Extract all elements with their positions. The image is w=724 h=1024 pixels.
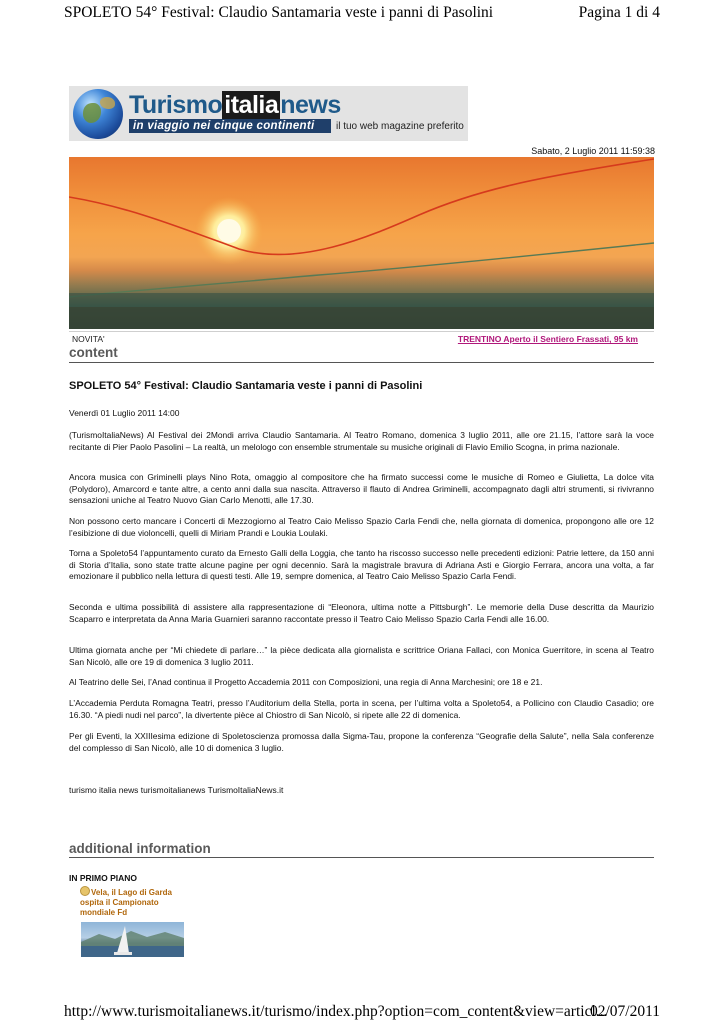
primo-piano-thumbnail[interactable] — [81, 922, 184, 957]
article-paragraph: L’Accademia Perduta Romagna Teatri, presso l’Auditorium della Stella, porta in scena, per l’ultima volta a Spoleto54, a Pollicino con Claudio Casadio; ore 16.30. “A piedi nudi nel parco”, la divertente pièce al Chiostro di San Nicolò, si ripete alle 22 di domenica. — [69, 698, 654, 720]
article-title: SPOLETO 54° Festival: Claudio Santamaria veste i panni di Pasolini — [69, 380, 423, 392]
sailing-thumbnail-illustration — [81, 922, 184, 957]
boat-hull — [114, 952, 132, 955]
logo-tagline: in viaggio nei cinque continenti — [129, 119, 331, 133]
bullet-icon — [80, 886, 90, 896]
article-paragraph: (TurismoItaliaNews) Al Festival dei 2Mondi arriva Claudio Santamaria. Al Teatro Romano, domenica 3 luglio 2011, alle ore 21.15, l’attore sarà la voce recitante di Pier Paolo Pasolini – La realtà, un melologo con ensemble strumentale su musiche originali di Flavio Emilio Scogna, in prima nazionale. — [69, 430, 654, 452]
horizon-line-green — [69, 243, 654, 297]
article-paragraph: Seconda e ultima possibilità di assistere alla rappresentazione di “Eleonora, ultima notte a Pittsburgh”. Le memorie della Duse descritta da Maurizio Scaparro e interpretata da Anna Maria Guarnieri saranno raccontate presso il Teatro Caio Melisso Spazio Carla Fendi alle 16.00. — [69, 602, 654, 624]
section-heading-additional: additional information — [69, 840, 654, 858]
logo-word-italia: italia — [224, 91, 279, 119]
globe-logo-icon — [73, 89, 123, 139]
article-paragraph: Ultima giornata anche per “Mi chiedete di parlare…” la pièce dedicata alla giornalista e scrittrice Oriana Fallaci, con Monica Guerritore, in scena al Teatro San Nicolò, alle ore 19 di domenica 3 luglio 2011. — [69, 645, 654, 667]
print-footer — [62, 1003, 660, 1023]
article-paragraph: Ancora musica con Griminelli plays Nino Rota, omaggio al compositore che ha firmato successi come le musiche di Romeo e Giulietta, La dolce vita (Polydoro), Amarcord e tante altre, a cento anni dalla sua nascita. Attraverso il flauto di Andrea Griminelli, accompagnato dagli altri strumenti, si rivivranno sensazioni uniche al Teatro Nuovo Gian Carlo Menotti, alle 17.30. — [69, 472, 654, 506]
ticker-link-trentino[interactable]: TRENTINO Aperto il Sentiero Frassati, 95 km — [457, 334, 638, 344]
logo-subtitle: il tuo web magazine preferito — [336, 121, 464, 132]
news-ticker-bar — [69, 331, 654, 344]
site-logo[interactable] — [69, 86, 468, 141]
current-date: Sabato, 2 Luglio 2011 11:59:38 — [531, 146, 655, 156]
sunset-illustration — [69, 157, 654, 329]
article-tags: turismo italia news turismoitalianews TurismoItaliaNews.it — [69, 785, 284, 795]
header-banner-image — [69, 157, 654, 329]
primo-piano-item[interactable] — [80, 886, 190, 918]
print-header-title: SPOLETO 54° Festival: Claudio Santamaria veste i panni di Pasolini — [64, 4, 494, 21]
print-footer-date: 02/07/2011 — [589, 1003, 660, 1020]
print-header — [62, 0, 660, 24]
logo-word-news: news — [280, 91, 341, 119]
sun — [217, 219, 241, 243]
lake-water — [81, 946, 184, 957]
novita-label: NOVITA' — [72, 334, 105, 344]
article-paragraph: Per gli Eventi, la XXIIIesima edizione di Spoletoscienza promossa dalla Sigma-Tau, propone la conferenza “Geografie della Salute”, nella Sala conferenze del complesso di San Nicolò, alle 10 di domenica 3 luglio. — [69, 731, 654, 753]
article-paragraph: Al Teatrino delle Sei, l’Anad continua il Progetto Accademia 2011 con Composizioni, una regia di Anna Marchesini; ore 18 e 21. — [69, 677, 543, 687]
logo-wordmark — [129, 91, 341, 119]
ground-band — [69, 307, 654, 329]
article-paragraph: Torna a Spoleto54 l’appuntamento curato da Ernesto Galli della Loggia, che tanto ha riscosso successo nelle precedenti edizioni: Patrie lettere, da 150 anni di Storia d’Italia, sono state tratte alcune pagine per ogni decennio. Sarà la magistrale bravura di Adriana Asti e Giorgio Ferrara, ancora una volta, a far emozionare il pubblico nella lettura di questi testi. Alle 19, sempre domenica, al Teatro Caio Melisso Spazio Carla Fendi. — [69, 548, 654, 582]
print-footer-url: http://www.turismoitalianews.it/turismo/index.php?option=com_content&view=articl... — [64, 1003, 608, 1020]
primo-piano-label: IN PRIMO PIANO — [69, 873, 138, 883]
print-header-page: Pagina 1 di 4 — [578, 4, 660, 21]
section-heading-content: content — [69, 344, 654, 363]
horizon-line-red — [69, 159, 654, 255]
article-paragraph: Non possono certo mancare i Concerti di Mezzogiorno al Teatro Caio Melisso Spazio Carla Fendi che, nella giornata di domenica, propongono alle ore 12 l’esibizione di due violoncelli, quelli di Miriam Prandi e Loukia Loulaki. — [69, 516, 654, 538]
article-date: Venerdì 01 Luglio 2011 14:00 — [69, 408, 180, 418]
logo-word-turismo: Turismo — [129, 91, 223, 119]
primo-piano-item-text: Vela, il Lago di Garda ospita il Campionato mondiale Fd — [80, 888, 172, 917]
